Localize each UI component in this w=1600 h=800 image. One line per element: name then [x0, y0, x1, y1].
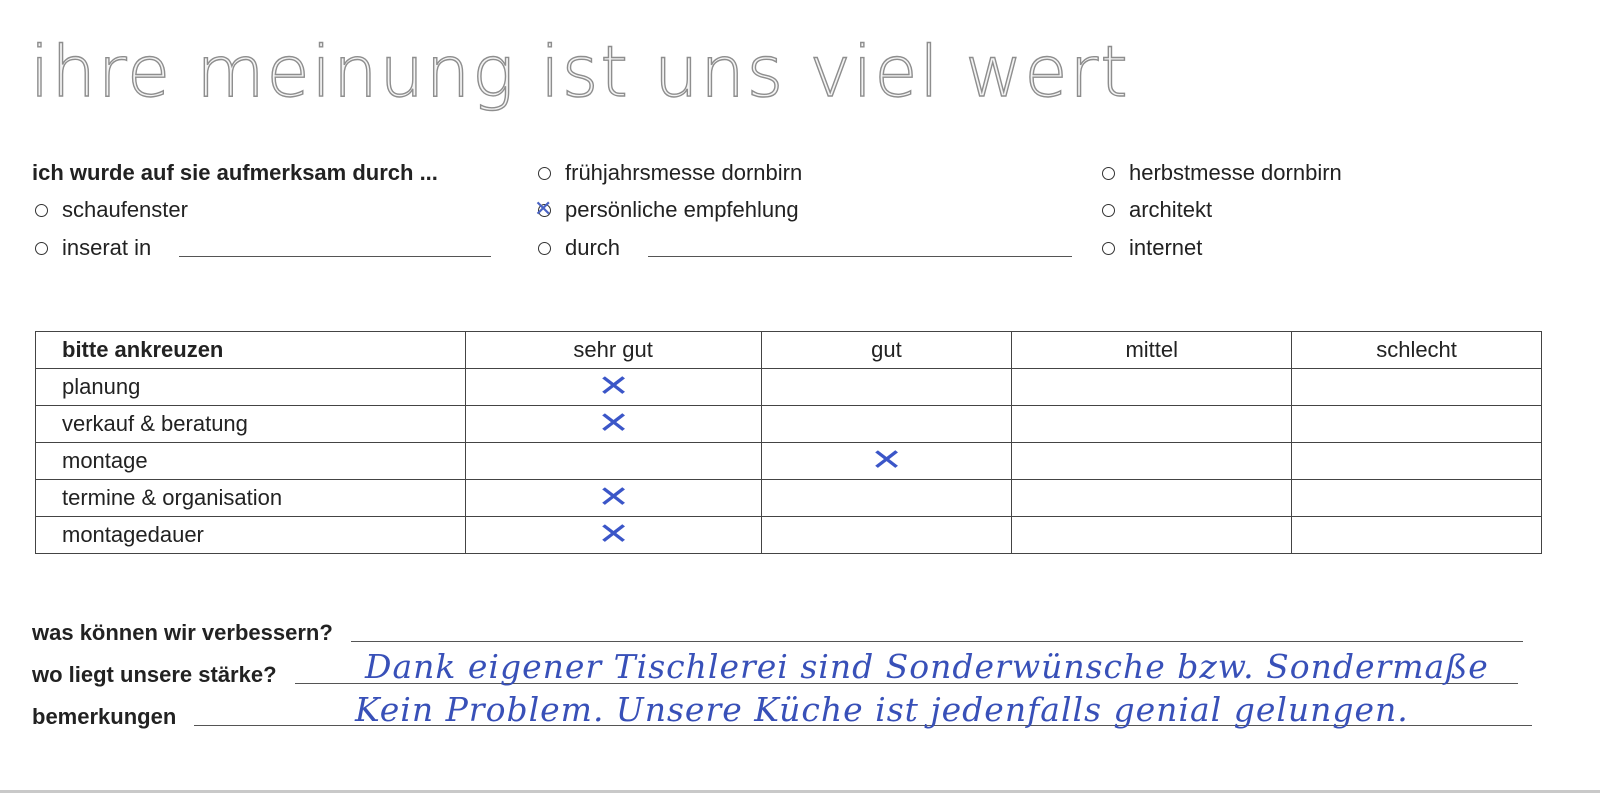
option-persoenliche-empfehlung[interactable]	[534, 196, 799, 223]
option-fruehjahrsmesse[interactable]	[538, 160, 802, 186]
ratings-row	[36, 517, 1542, 554]
rating-cell[interactable]	[761, 406, 1012, 443]
durch-fill-line[interactable]	[648, 256, 1072, 257]
rating-cell[interactable]	[1292, 517, 1542, 554]
ratings-row-label: montage	[36, 443, 466, 480]
option-herbstmesse[interactable]	[1102, 160, 1342, 186]
radio-circle-icon[interactable]	[538, 242, 551, 255]
handwritten-answer-line-2: Kein Problem. Unsere Küche ist jedenfalls genial gelungen.	[355, 690, 1409, 729]
bottom-divider	[0, 790, 1600, 793]
column-header-gut: gut	[761, 332, 1012, 369]
column-header-sehr-gut: sehr gut	[465, 332, 761, 369]
radio-circle-icon[interactable]	[538, 167, 551, 180]
rating-cell[interactable]	[761, 517, 1012, 554]
rating-cell[interactable]	[465, 369, 761, 406]
radio-circle-icon[interactable]	[35, 242, 48, 255]
radio-circle-checked-icon[interactable]	[534, 196, 553, 222]
handwritten-x-mark-icon: ✕	[596, 480, 630, 515]
rating-cell[interactable]	[1292, 443, 1542, 480]
rating-cell[interactable]	[465, 443, 761, 480]
option-label: inserat in	[62, 235, 152, 260]
ratings-row-label: termine & organisation	[36, 480, 466, 517]
option-label: internet	[1129, 235, 1203, 260]
option-durch[interactable]	[538, 235, 1072, 261]
handwritten-x-mark-icon: ✕	[596, 369, 630, 404]
rating-cell[interactable]	[761, 369, 1012, 406]
option-label: architekt	[1129, 197, 1213, 222]
ratings-row	[36, 480, 1542, 517]
option-label: frühjahrsmesse dornbirn	[565, 160, 803, 185]
question-strength-label: wo liegt unsere stärke?	[32, 662, 277, 687]
rating-cell[interactable]	[1012, 369, 1292, 406]
rating-cell[interactable]	[1012, 443, 1292, 480]
ratings-row-label: montagedauer	[36, 517, 466, 554]
handwritten-check-icon: ✕	[534, 196, 553, 222]
rating-cell[interactable]	[761, 443, 1012, 480]
question-improve	[32, 620, 1523, 646]
option-architekt[interactable]	[1102, 197, 1212, 223]
ratings-header-label: bitte ankreuzen	[36, 332, 466, 369]
ratings-row	[36, 443, 1542, 480]
rating-cell[interactable]	[761, 480, 1012, 517]
radio-circle-icon[interactable]	[1102, 167, 1115, 180]
option-label: herbstmesse dornbirn	[1129, 160, 1342, 185]
handwritten-x-mark-icon: ✕	[596, 517, 630, 552]
rating-cell[interactable]	[1012, 406, 1292, 443]
rating-cell[interactable]	[1292, 480, 1542, 517]
handwritten-x-mark-icon: ✕	[596, 406, 630, 441]
option-label: persönliche empfehlung	[565, 197, 799, 222]
rating-cell[interactable]	[465, 480, 761, 517]
handwritten-x-mark-icon: ✕	[870, 443, 903, 478]
rating-cell[interactable]	[465, 517, 761, 554]
option-inserat[interactable]	[35, 235, 491, 261]
ratings-row-label: planung	[36, 369, 466, 406]
radio-circle-icon[interactable]	[1102, 204, 1115, 217]
form-title: ihre meinung ist uns viel wert	[30, 31, 1130, 113]
column-header-mittel: mittel	[1012, 332, 1292, 369]
radio-circle-icon[interactable]	[35, 204, 48, 217]
rating-cell[interactable]	[1292, 369, 1542, 406]
column-header-schlecht: schlecht	[1292, 332, 1542, 369]
ratings-row-label: verkauf & beratung	[36, 406, 466, 443]
question-remarks-label: bemerkungen	[32, 704, 177, 729]
ratings-table	[35, 331, 1542, 554]
ratings-header-row	[36, 332, 1542, 369]
option-internet[interactable]	[1102, 235, 1202, 261]
radio-circle-icon[interactable]	[1102, 242, 1115, 255]
option-label: schaufenster	[62, 197, 188, 222]
rating-cell[interactable]	[1012, 517, 1292, 554]
ratings-row	[36, 406, 1542, 443]
rating-cell[interactable]	[1292, 406, 1542, 443]
option-schaufenster[interactable]	[35, 197, 188, 223]
ratings-row	[36, 369, 1542, 406]
rating-cell[interactable]	[1012, 480, 1292, 517]
rating-cell[interactable]	[465, 406, 761, 443]
option-label: durch	[565, 235, 621, 260]
question-improve-label: was können wir verbessern?	[32, 620, 333, 645]
inserat-fill-line[interactable]	[179, 256, 491, 257]
handwritten-answer-line-1: Dank eigener Tischlerei sind Sonderwünsche bzw. Sondermaße	[365, 647, 1489, 686]
source-heading: ich wurde auf sie aufmerksam durch ...	[32, 160, 438, 185]
answer-line-improve[interactable]	[351, 641, 1523, 642]
